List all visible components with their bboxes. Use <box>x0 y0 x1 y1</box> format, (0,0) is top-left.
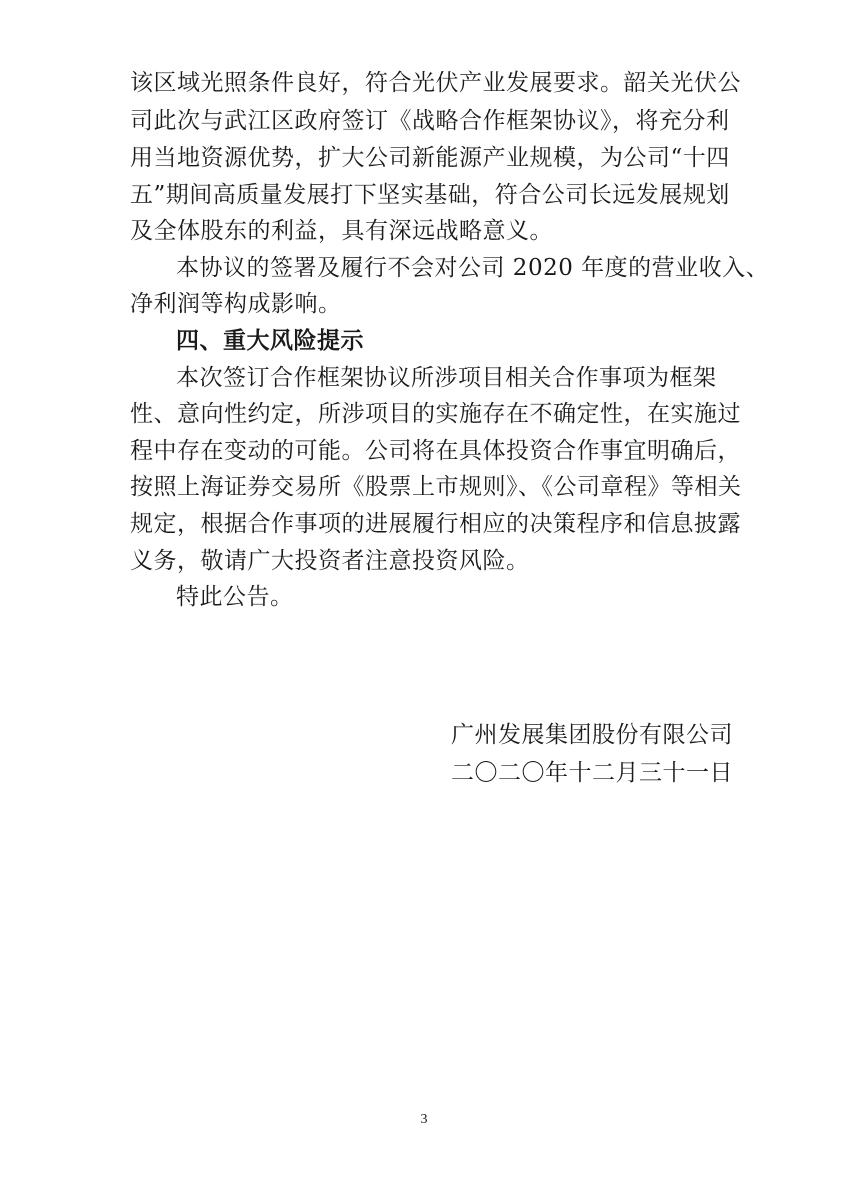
section-heading: 四、重大风险提示 <box>176 327 364 354</box>
page-number: 3 <box>420 1112 428 1127</box>
signature-date: 二〇二〇年十二月三十一日 <box>451 760 733 786</box>
paragraph-line: 程中存在变动的可能。公司将在具体投资合作事宜明确后， <box>130 438 741 464</box>
closing-statement: 特此公告。 <box>176 584 294 610</box>
paragraph-line: 本协议的签署及履行不会对公司 2020 年度的营业收入、 <box>176 255 770 281</box>
paragraph-line: 本次签订合作框架协议所涉项目相关合作事项为框架 <box>176 365 717 391</box>
paragraph-line: 按照上海证券交易所《股票上市规则》、《公司章程》等相关 <box>130 474 742 500</box>
paragraph-line: 五”期间高质量发展打下坚实基础，符合公司长远发展规划 <box>130 182 730 208</box>
paragraph-line: 规定，根据合作事项的进展履行相应的决策程序和信息披露 <box>130 511 741 537</box>
paragraph-line: 该区域光照条件良好，符合光伏产业发展要求。韶关光伏公 <box>130 70 741 96</box>
paragraph-line: 性、意向性约定，所涉项目的实施存在不确定性，在实施过 <box>130 401 741 427</box>
paragraph-line: 用当地资源优势，扩大公司新能源产业规模，为公司“十四 <box>130 145 730 171</box>
paragraph-line: 义务，敬请广大投资者注意投资风险。 <box>130 548 530 574</box>
paragraph-line: 净利润等构成影响。 <box>130 291 342 317</box>
signature-company: 广州发展集团股份有限公司 <box>451 722 733 748</box>
paragraph-line: 司此次与武江区政府签订《战略合作框架协议》，将充分利 <box>130 108 730 134</box>
paragraph-line: 及全体股东的利益，具有深远战略意义。 <box>130 218 553 244</box>
